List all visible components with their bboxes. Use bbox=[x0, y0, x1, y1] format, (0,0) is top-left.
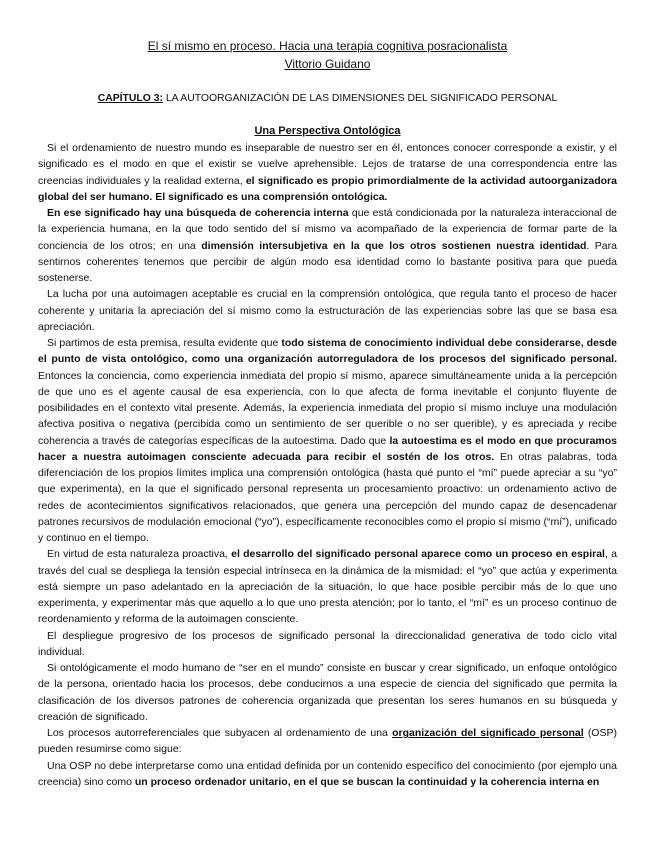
paragraph bbox=[38, 286, 617, 335]
emphasized-text: el significado es propio primordialmente de la actividad autoorganizadora global del ser humano. El significado es una comprensión ontológica. bbox=[38, 174, 617, 203]
chapter-title: LA AUTOORGANIZACIÓN DE LAS DIMENSIONES DEL SIGNIFICADO PERSONAL bbox=[162, 93, 558, 104]
paragraph-text: La lucha por una autoimagen aceptable es crucial en la comprensión ontológica, que regula tanto el proceso de hacer coherente y unitaria la apreciación del sí mismo como la estructuración de las experiencias sobre las que se basa esa apreciación. bbox=[38, 288, 617, 333]
paragraph-text: El despliegue progresivo de los procesos de significado personal la direccionalidad generativa de todo ciclo vital individual. bbox=[38, 629, 617, 658]
paragraph bbox=[38, 205, 617, 286]
emphasized-text: organización del significado personal bbox=[392, 727, 584, 739]
emphasized-text: un proceso ordenador unitario, en el que se buscan la continuidad y la coherencia interna en bbox=[134, 775, 600, 788]
paragraph bbox=[38, 140, 617, 205]
emphasized-text: dimensión intersubjetiva en la que los otros sostienen nuestra identidad bbox=[201, 239, 587, 252]
paragraph-text: . Para sentirnos coherentes tenemos que percibir de algún modo esa identidad como lo bastante positiva para que pueda sostenerse. bbox=[38, 239, 617, 284]
paragraph bbox=[38, 725, 617, 758]
document-title: El sí mismo en proceso. Hacia una terapia cognitiva posracionalista bbox=[147, 39, 508, 53]
paragraph-text: Si partimos de esta premisa, resulta evidente que bbox=[47, 337, 282, 349]
paragraph bbox=[38, 758, 617, 791]
paragraph-text: , a través del cual se despliega la tensión especial intrínseca en la dinámica de la mismidad: el “yo” que actúa y experimenta está siempre un paso adelantado en la apreciación de la situación, lo que hace posible percibir más de lo que uno experimenta, y experimentar más que aquello a lo que uno presta atención; por lo tanto, el “mí” es un proceso continuo de reordenamiento y reforma de la autoimagen consciente. bbox=[38, 548, 617, 626]
chapter-label: CAPÍTULO 3: bbox=[97, 93, 163, 104]
emphasized-text: todo sistema de conocimiento individual debe considerarse, desde el punto de vista ontológico, como una organización autorreguladora de los procesos del significado personal. bbox=[38, 337, 617, 366]
document-body bbox=[38, 140, 617, 790]
paragraph bbox=[38, 335, 617, 546]
paragraph-text: (OSP) pueden resumirse como sigue: bbox=[38, 727, 617, 756]
paragraph-text: Si el ordenamiento de nuestro mundo es inseparable de nuestro ser en él, entonces conocer corresponde a existir, y el significado es el modo en que el existir se vuelve aprehensible. Lejos de tratarse de una correspondencia entre las creencias individuales y la realidad externa, bbox=[38, 142, 617, 187]
paragraph bbox=[38, 660, 617, 725]
paragraph-text: En otras palabras, toda diferenciación de los propios límites implica una comprensión ontológica (hasta qué punto el “mí” puede apreciar a su “yo” que experimenta), en la que el significado personal representa un procesamiento proactivo: un ordenamiento activo de redes de acontecimientos significativos relacionados, que genera una percepción del mundo capaz de desencadenar patrones recursivos de modulación emocional (“yo”), específicamente reconocibles como el propio sí mismo (“mí”), unificado y continuo en el tiempo. bbox=[38, 450, 617, 544]
document-author: Vittorio Guidano bbox=[284, 57, 371, 71]
paragraph bbox=[38, 546, 617, 627]
paragraph bbox=[38, 628, 617, 661]
paragraph-text: En virtud de esta naturaleza proactiva, bbox=[47, 548, 232, 561]
paragraph-text: Si ontológicamente el modo humano de “ser en el mundo” consiste en buscar y crear significado, un enfoque ontológico de la persona, orientado hacia los procesos, debe conducirnos a una especie de ciencia del significado que permita la clasificación de los diversos patrones de coherencia organizada que presentan los seres humanos en su búsqueda y creación de significado. bbox=[38, 662, 617, 723]
paragraph-text: Una OSP no debe interpretarse como una entidad definida por un contenido específico del conocimiento (por ejemplo una creencia) sino como bbox=[38, 759, 617, 788]
paragraph-text: que está condicionada por la naturaleza interaccional de la experiencia humana, en la que todo sentido del sí mismo va acompañado de la experiencia de formar parte de la conciencia de los otros; en una bbox=[38, 207, 617, 252]
emphasized-text: el desarrollo del significado personal aparece como un proceso en espiral bbox=[231, 548, 605, 561]
emphasized-text: En ese significado hay una búsqueda de coherencia interna bbox=[47, 207, 349, 219]
section-heading: Una Perspectiva Ontológica bbox=[254, 125, 401, 137]
chapter-heading bbox=[0, 92, 655, 106]
paragraph-text: Los procesos autorreferenciales que subyacen al ordenamiento de una bbox=[47, 727, 393, 739]
paragraph-text: Entonces la conciencia, como experiencia inmediata del propio sí mismo, aparece simultáneamente unida a la percepción de que uno es el agente causal de esa experiencia, con lo que afecta de forma inevitable el conjunto fluyente de posibilidades en el contexto vital presente. Además, la experiencia inmediata del propio sí mismo incluye una modulación afectiva positiva o negativa (percibida como un sentimiento de ser querible o no ser querible), y es apreciada y recibe coherencia a través de categorías específicas de la autoestima. Dado que bbox=[38, 369, 617, 447]
emphasized-text: la autoestima es el modo en que procuramos hacer a nuestra autoimagen consciente adecuada para recibir el sostén de los otros. bbox=[38, 434, 618, 463]
